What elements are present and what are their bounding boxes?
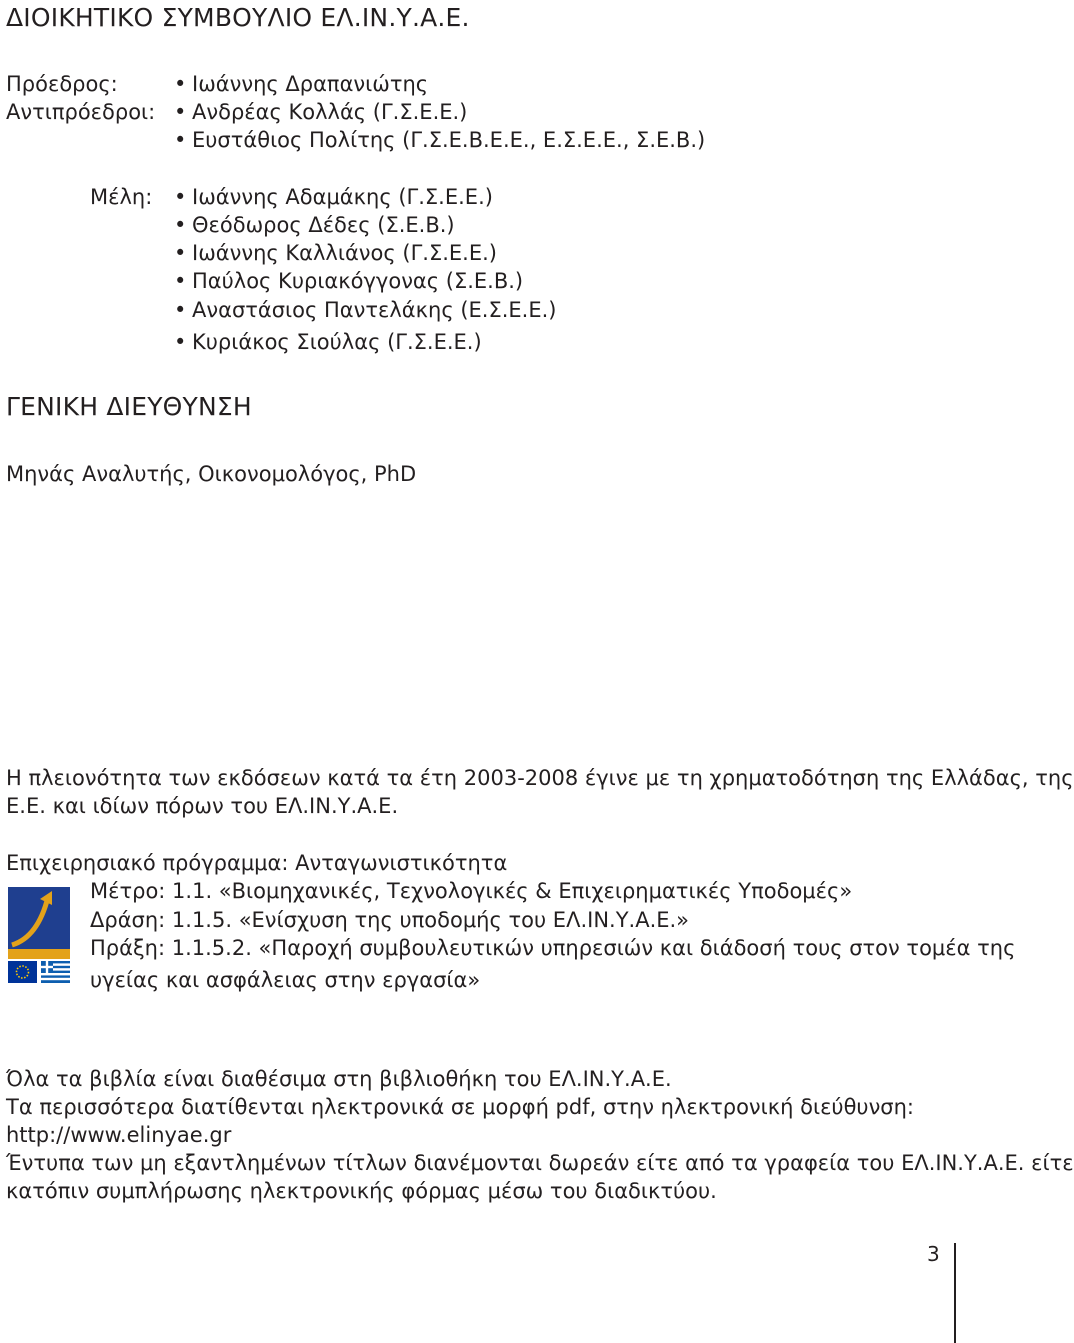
vice-president-item: • Ανδρέας Κολλάς (Γ.Σ.Ε.Ε.) [174,98,467,126]
president-name: • Ιωάννης Δραπανιώτης [174,70,428,98]
member-item: • Παύλος Κυριακόγγονας (Σ.Ε.Β.) [174,267,523,295]
greek-flag-icon [41,961,70,983]
availability-text: Έντυπα των μη εξαντλημένων τίτλων διανέμονται δωρεάν είτε από τα γραφεία του ΕΛ.ΙΝ.Υ.Α.Ε. είτε [6,1151,1074,1175]
program-practice: υγείας και ασφάλειας στην εργασία» [90,968,481,992]
competitiveness-logo [8,887,70,983]
vice-presidents-label: Αντιπρόεδροι: [6,100,156,124]
funding-text: Η πλειονότητα των εκδόσεων κατά τα έτη 2003-2008 έγινε με τη χρηματοδότηση της Ελλάδας, της [6,766,1074,790]
member-item: • Θεόδωρος Δέδες (Σ.Ε.Β.) [174,211,455,239]
board-title: ΔΙΟΙΚΗΤΙΚΟ ΣΥΜΒΟΥΛΙΟ ΕΛ.ΙΝ.Υ.Α.Ε. [6,3,470,32]
member-item: • Ιωάννης Καλλιάνος (Γ.Σ.Ε.Ε.) [174,239,497,267]
funding-text: Ε.Ε. και ιδίων πόρων του ΕΛ.ΙΝ.Υ.Α.Ε. [6,794,399,818]
vice-president-item: • Ευστάθιος Πολίτης (Γ.Σ.Ε.Β.Ε.Ε., Ε.Σ.Ε.Ε., Σ.Ε.Β.) [174,126,705,154]
program-measure: Μέτρο: 1.1. «Βιομηχανικές, Τεχνολογικές & Επιχειρηματικές Υποδομές» [90,879,853,903]
member-item: • Αναστάσιος Παντελάκης (Ε.Σ.Ε.Ε.) [174,296,556,324]
availability-text: Τα περισσότερα διατίθενται ηλεκτρονικά σε μορφή pdf, στην ηλεκτρονική διεύθυνση: [6,1095,914,1119]
member-item: • Ιωάννης Αδαμάκης (Γ.Σ.Ε.Ε.) [174,183,493,211]
management-title: ΓΕΝΙΚΗ ΔΙΕΥΘΥΝΣΗ [6,392,252,421]
director-name: Μηνάς Αναλυτής, Οικονομολόγος, PhD [6,462,417,486]
member-item: • Κυριάκος Σιούλας (Γ.Σ.Ε.Ε.) [174,328,482,356]
president-label: Πρόεδρος: [6,72,118,96]
program-practice: Πράξη: 1.1.5.2. «Παροχή συμβουλευτικών υπηρεσιών και διάδοσή τους στον τομέα της [90,936,1016,960]
availability-text: Όλα τα βιβλία είναι διαθέσιμα στη βιβλιοθήκη του ΕΛ.ΙΝ.Υ.Α.Ε. [6,1067,672,1091]
eu-flag-icon [8,961,37,983]
availability-text: κατόπιν συμπλήρωσης ηλεκτρονικής φόρμας μέσω του διαδικτύου. [6,1179,717,1203]
program-name: Επιχειρησιακό πρόγραμμα: Ανταγωνιστικότητα [6,851,508,875]
program-action: Δράση: 1.1.5. «Ενίσχυση της υποδομής του ΕΛ.ΙΝ.Υ.Α.Ε.» [90,908,690,932]
website-url: http://www.elinyae.gr [6,1123,232,1147]
page-number: 3 [927,1242,940,1266]
page-edge-line [954,1243,956,1343]
logo-banner [8,949,70,959]
members-label: Μέλη: [90,185,153,209]
